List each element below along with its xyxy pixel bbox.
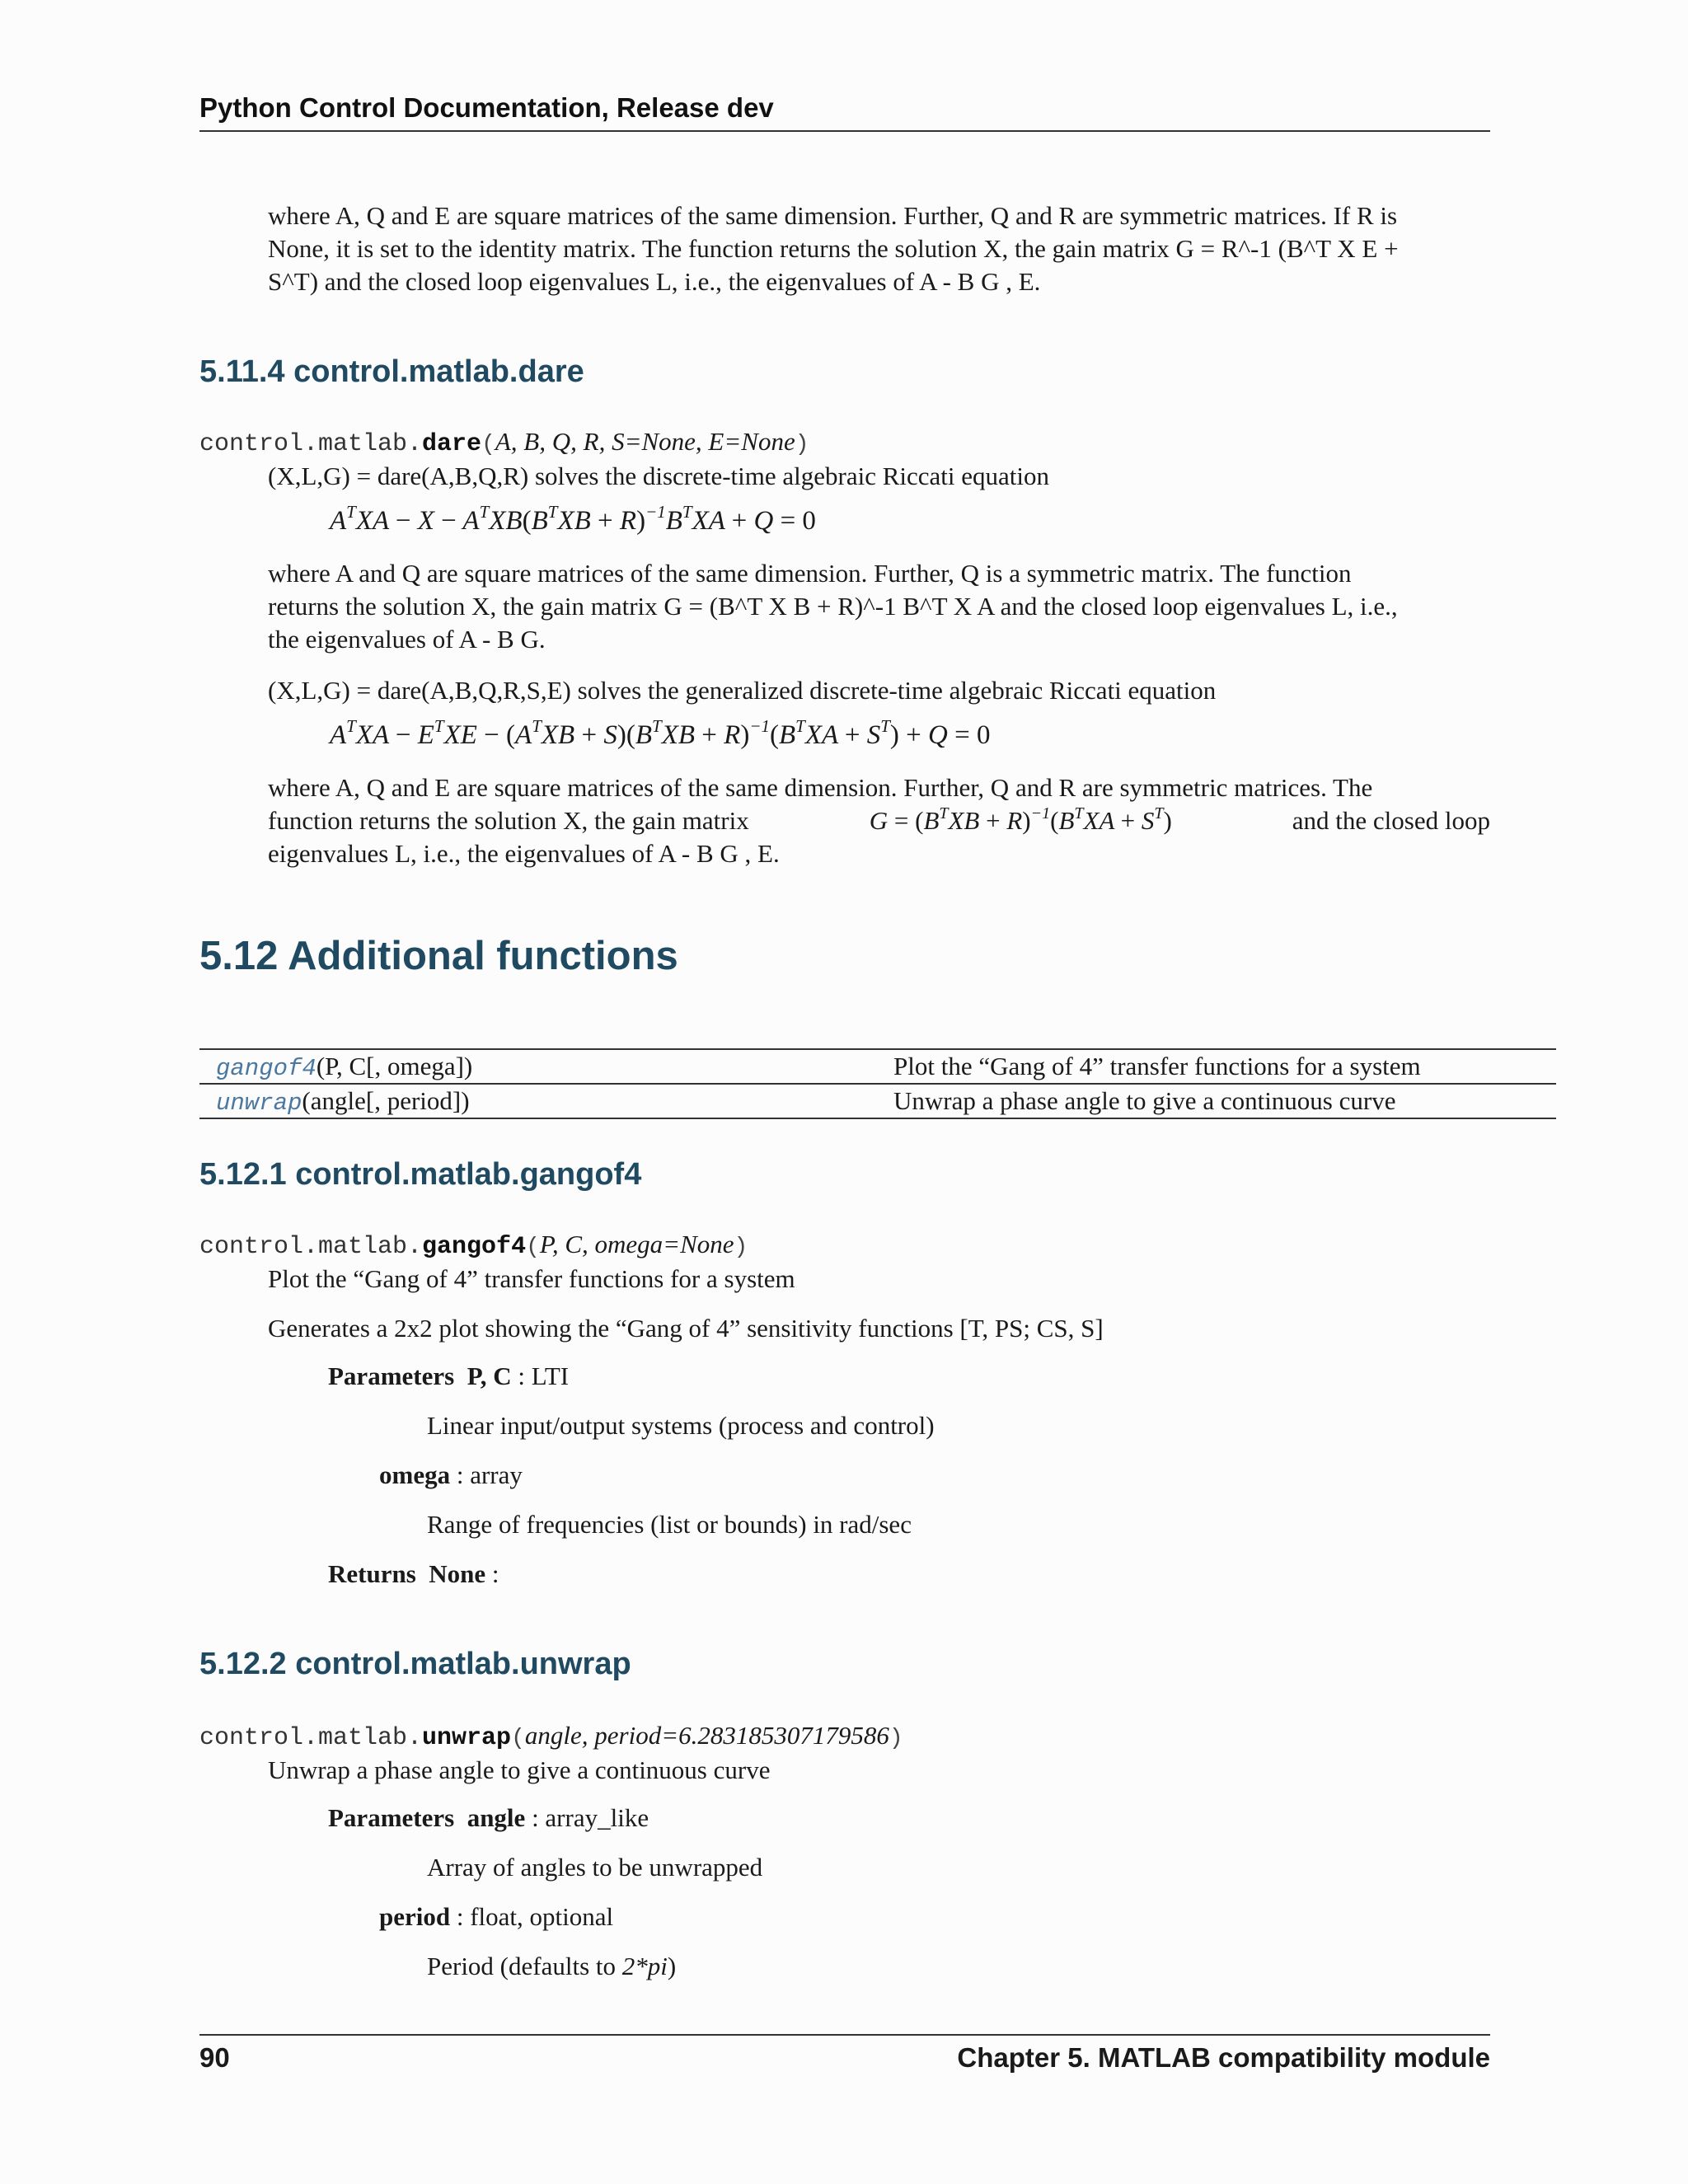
returns-row [328,1559,499,1589]
section-heading-dare: 5.11.4 control.matlab.dare [199,354,584,389]
text-line: where A, Q and E are square matrices of the same dimension. Further, Q and R are symmetric matrices. If R is [268,201,1398,230]
param-type: : array_like [525,1803,649,1832]
header-rule [199,130,1490,132]
dare-description-1: (X,L,G) = dare(A,B,Q,R) solves the discrete-time algebraic Riccati equation [268,462,1050,490]
parameter-row [379,1902,613,1932]
function-signature-dare [199,427,809,458]
intro-paragraph [268,199,1490,298]
text-fragment: and the closed loop [1292,806,1490,835]
param-type: : array [450,1460,523,1489]
param-type: : float, optional [450,1902,614,1931]
gain-formula: $G = (B^TXB + R)^{-1}(B^TXA + S^T)$ [869,804,1172,835]
table-row [199,1083,1556,1118]
text-fragment: function returns the solution X, the gain matrix [268,806,749,835]
text-line: where A and Q are square matrices of the same dimension. Further, Q is a symmetric matrix. The function [268,559,1352,588]
sig-open-paren: ( [511,1726,525,1751]
footer-rule [199,2034,1490,2036]
running-header: Python Control Documentation, Release dev [199,92,774,123]
chapter-title: Chapter 5. MATLAB compatibility module [957,2042,1490,2073]
text-line: where A, Q and E are square matrices of the same dimension. Further, Q and R are symmetric matrices. The [268,773,1373,802]
generalized-riccati-equation: $A^TXA - E^TXE - (A^TXB + S)(B^TXB + R)^{-1}(B^TXA + S^T) + Q = 0$ [330,716,991,750]
param-name: P, C [467,1361,512,1390]
parameters-row [328,1361,569,1391]
param-type: : LTI [511,1361,570,1390]
param-description: Linear input/output systems (process and control) [427,1411,935,1440]
table-cell-function [199,1052,893,1082]
dare-paragraph-2 [268,771,1490,870]
text-line: returns the solution X, the gain matrix G = (B^T X B + R)^-1 B^T X A and the closed loop eigenvalues L, i.e., [268,592,1398,621]
returns-label: Returns [328,1559,416,1588]
function-args: (angle[, period]) [302,1085,470,1115]
table-cell-description: Plot the “Gang of 4” transfer functions for a system [893,1052,1421,1080]
section-heading-gangof4: 5.12.1 control.matlab.gangof4 [199,1157,642,1192]
parameters-row [328,1803,649,1833]
param-name: period [379,1902,451,1931]
table-cell-function [199,1086,893,1117]
return-name: None [429,1559,486,1588]
sig-close-paren: ) [889,1726,903,1751]
sig-function-name: gangof4 [422,1233,527,1261]
sig-args: A, B, Q, R, S=None, E=None [495,427,795,456]
sig-module: control.matlab. [199,430,423,458]
gangof4-detail: Generates a 2x2 plot showing the “Gang of 4” sensitivity functions [T, PS; CS, S] [268,1314,1104,1343]
riccati-equation: $A^TXA - X - A^TXB(B^TXB + R)^{-1}B^TXA + Q = 0$ [330,502,816,536]
sig-module: control.matlab. [199,1233,423,1261]
param-description: Range of frequencies (list or bounds) in rad/sec [427,1510,912,1539]
sig-close-paren: ) [795,432,809,457]
text-fragment: Period (defaults to [427,1952,622,1980]
text-line [268,804,1490,837]
text-line: None, it is set to the identity matrix. The function returns the solution X, the gain matrix G = R^-1 (B^T X E + [268,234,1399,263]
parameter-row [379,1460,523,1490]
text-fragment: ) [667,1952,677,1980]
parameters-label: Parameters [328,1361,455,1390]
function-signature-gangof4 [199,1230,748,1261]
function-args: (P, C[, omega]) [316,1051,473,1080]
text-line: the eigenvalues of A - B G. [268,625,546,654]
parameters-label: Parameters [328,1803,455,1832]
text-line: eigenvalues L, i.e., the eigenvalues of A - B G , E. [268,839,780,868]
section-heading-additional: 5.12 Additional functions [199,934,678,978]
param-name: angle [467,1803,526,1832]
text-line: S^T) and the closed loop eigenvalues L, i.e., the eigenvalues of A - B G , E. [268,267,1041,296]
sig-args: P, C, omega=None [539,1230,734,1258]
sig-close-paren: ) [734,1235,748,1260]
sig-function-name: dare [422,430,482,458]
table-cell-description: Unwrap a phase angle to give a continuous curve [893,1086,1396,1115]
unwrap-link[interactable]: unwrap [216,1089,302,1117]
table-row [199,1050,1556,1083]
sig-open-paren: ( [526,1235,540,1260]
param-description: Array of angles to be unwrapped [427,1853,763,1882]
param-name: omega [379,1460,451,1489]
unwrap-summary: Unwrap a phase angle to give a continuous curve [268,1755,771,1784]
dare-paragraph-1 [268,557,1490,656]
sig-args: angle, period=6.283185307179586 [524,1721,889,1750]
function-signature-unwrap [199,1721,903,1752]
functions-table [199,1048,1556,1119]
param-description [427,1952,676,1981]
default-value: 2*pi [621,1952,668,1980]
sig-module: control.matlab. [199,1724,423,1752]
sig-function-name: unwrap [422,1724,512,1752]
gangof4-link[interactable]: gangof4 [216,1054,316,1082]
page-number: 90 [199,2042,230,2073]
gangof4-summary: Plot the “Gang of 4” transfer functions for a system [268,1264,795,1293]
dare-description-2: (X,L,G) = dare(A,B,Q,R,S,E) solves the generalized discrete-time algebraic Riccati equation [268,676,1217,705]
section-heading-unwrap: 5.12.2 control.matlab.unwrap [199,1647,631,1681]
return-type: : [485,1559,499,1588]
sig-open-paren: ( [481,432,495,457]
